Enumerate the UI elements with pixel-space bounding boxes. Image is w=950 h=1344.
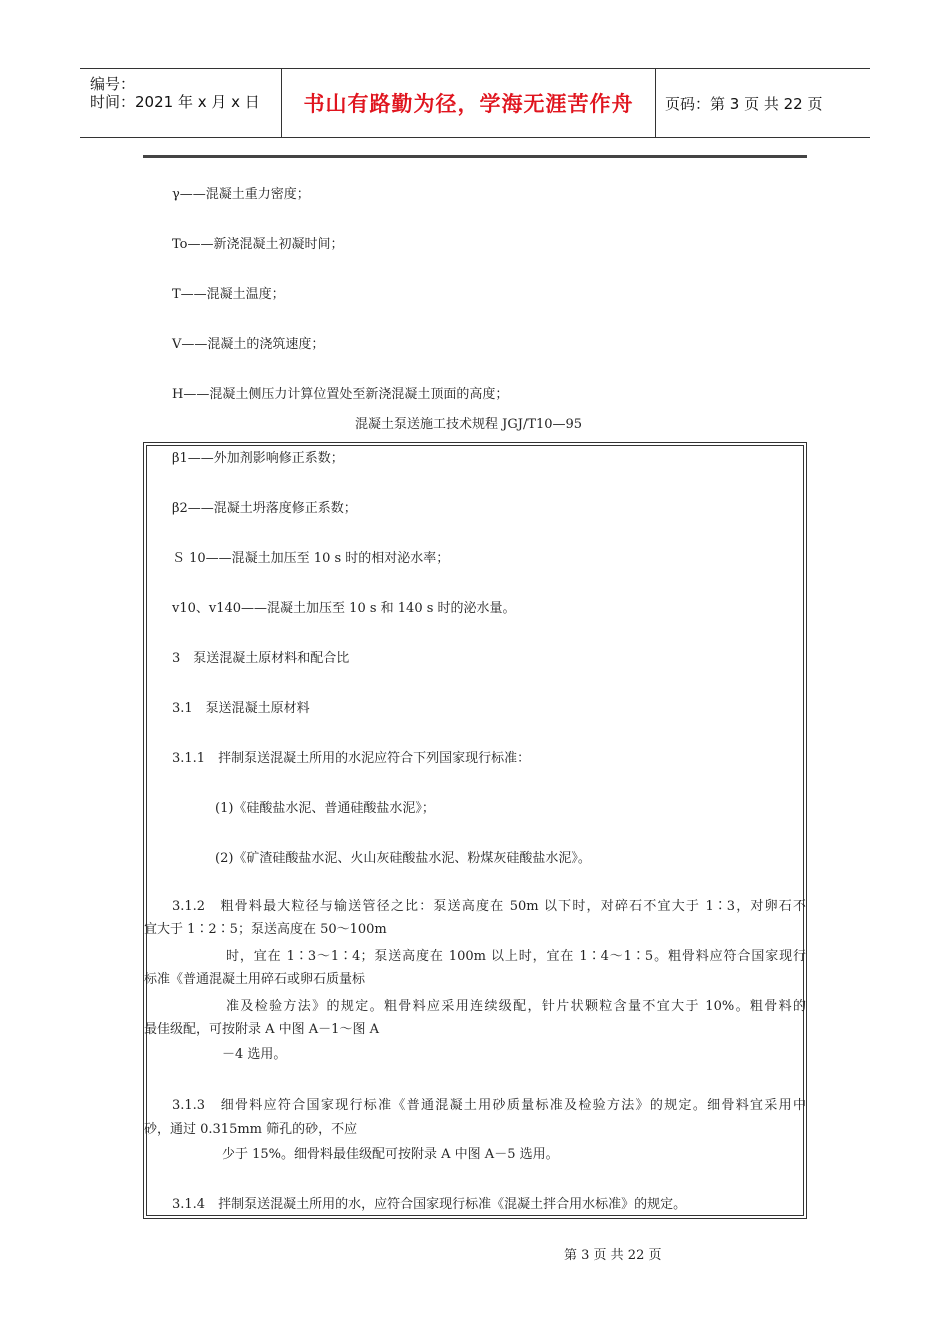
def-to: To——新浇混凝土初凝时间；: [172, 237, 344, 252]
clause-3-1-2-line-2: 宜大于 1∶2∶5；泵送高度在 50～100m: [144, 922, 387, 937]
header-rule: [143, 155, 807, 158]
def-t: T——混凝土温度；: [172, 287, 285, 302]
def-v: V——混凝土的浇筑速度；: [172, 337, 325, 352]
page-footer: 第 3 页 共 22 页: [564, 1248, 662, 1263]
def-gamma: γ——混凝土重力密度；: [172, 187, 310, 202]
clause-3-1-2-line-5: 准及检验方法》的规定。粗骨料应采用连续级配，针片状颗粒含量不宜大于 10%。粗骨料的: [226, 999, 806, 1014]
def-v10: v10、v140——混凝土加压至 10 s 和 140 s 时的泌水量。: [172, 601, 516, 616]
def-s10: Ｓ 10——混凝土加压至 10 s 时的相对泌水率；: [172, 551, 450, 566]
clause-3-1-2-line-7: －4 选用。: [222, 1047, 287, 1062]
def-beta2: β2——混凝土坍落度修正系数；: [172, 501, 357, 516]
doc-time-label: 时间：2021 年 x 月 x 日: [90, 93, 260, 111]
section-3-1-heading: 3.1 泵送混凝土原材料: [172, 701, 310, 716]
clause-3-1-3-line-2: 砂，通过 0.315mm 筛孔的砂，不应: [144, 1122, 358, 1137]
clause-3-1-3-line-1: 3.1.3 细骨料应符合国家现行标准《普通混凝土用砂质量标准及检验方法》的规定。细骨料宜采用中: [172, 1098, 806, 1113]
clause-3-1-4: 3.1.4 拌制泵送混凝土所用的水，应符合国家现行标准《混凝土拌合用水标准》的规定。: [172, 1197, 687, 1212]
clause-3-1-1-item-1: (1)《硅酸盐水泥、普通硅酸盐水泥》；: [215, 801, 435, 816]
def-h: H——混凝土侧压力计算位置处至新浇混凝土顶面的高度；: [172, 387, 509, 402]
clause-3-1-2-line-3: 时，宜在 1∶3～1∶4；泵送高度在 100m 以上时，宜在 1∶4～1∶5。粗骨料应符合国家现行: [226, 949, 806, 964]
section-3-heading: 3 泵送混凝土原材料和配合比: [172, 651, 350, 666]
clause-3-1-3-line-3: 少于 15%。细骨料最佳级配可按附录 A 中图 A－5 选用。: [222, 1147, 559, 1162]
doc-number-label: 编号：: [90, 75, 136, 93]
header-page-label: 页码：第 3 页 共 22 页: [665, 94, 823, 113]
clause-3-1-1: 3.1.1 拌制泵送混凝土所用的水泥应符合下列国家现行标准：: [172, 751, 531, 766]
def-beta1: β1——外加剂影响修正系数；: [172, 451, 344, 466]
running-title: 混凝土泵送施工技术规程 JGJ/T10—95: [355, 417, 583, 432]
page-header: [80, 68, 870, 138]
clause-3-1-1-item-2: (2)《矿渣硅酸盐水泥、火山灰硅酸盐水泥、粉煤灰硅酸盐水泥》。: [215, 851, 591, 866]
clause-3-1-2-line-4: 标准《普通混凝土用碎石或卵石质量标: [144, 972, 366, 987]
header-motto: 书山有路勤为径，学海无涯苦作舟: [281, 69, 656, 137]
header-meta: [80, 69, 281, 137]
clause-3-1-2-line-1: 3.1.2 粗骨料最大粒径与输送管径之比：泵送高度在 50m 以下时，对碎石不宜大于 1∶3，对卵石不: [172, 899, 806, 914]
clause-3-1-2-line-6: 最佳级配，可按附录 A 中图 A－1～图 A: [144, 1022, 379, 1037]
